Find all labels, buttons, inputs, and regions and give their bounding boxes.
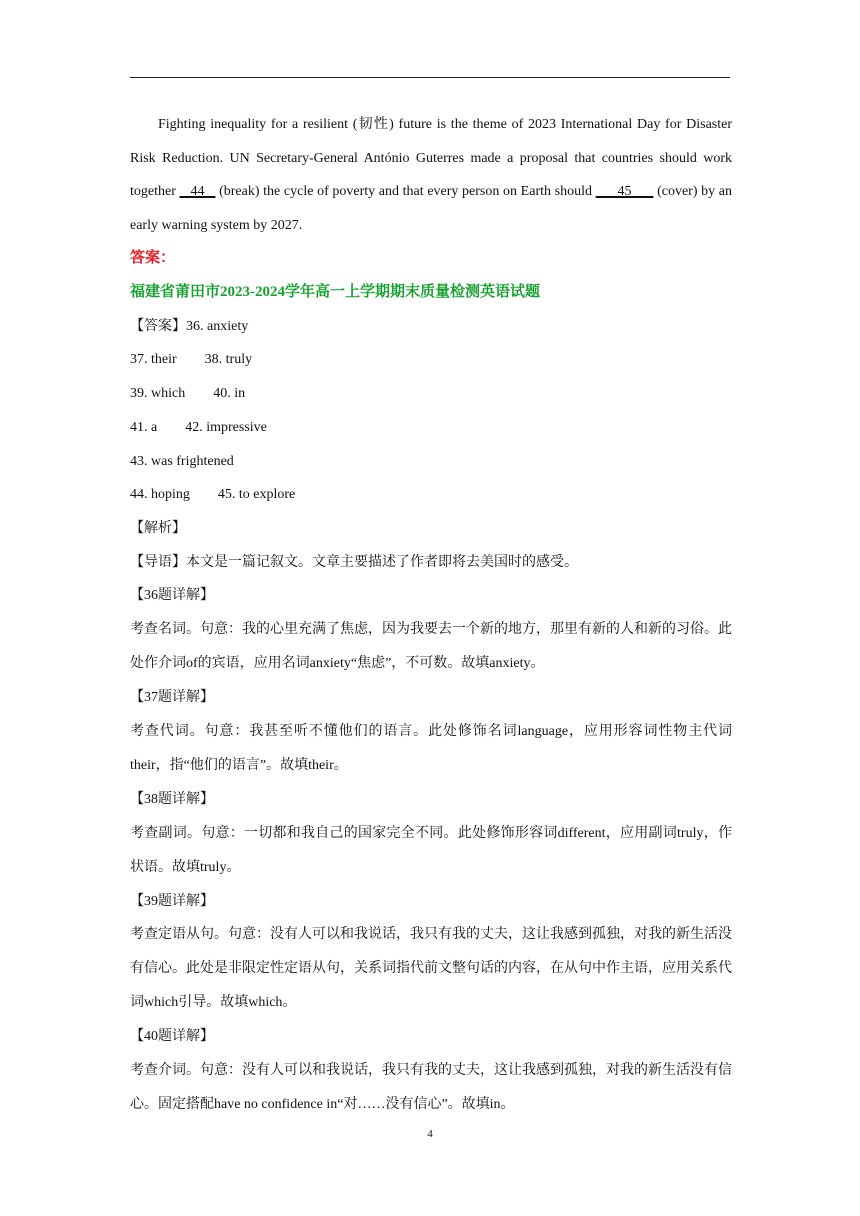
answer-item: 41. a (130, 419, 158, 435)
answer-item: 45. to explore (217, 487, 296, 503)
source-title: 福建省莆田市2023-2024学年高一上学期期末质量检测英语试题 (130, 284, 540, 301)
answer-item: 39. which (130, 386, 186, 402)
answer-line (130, 377, 732, 411)
answer-line (130, 310, 732, 344)
passage-text-1: Fighting inequality for a resilient (韧性) future is the theme of 2023 International Day for Disaster Risk Reduction. UN Secretary-General António Guterres made a proposal that countries should work together (130, 117, 732, 200)
answer-item: 40. in (213, 386, 246, 402)
answer-item: 43. was frightened (130, 453, 234, 469)
answer-item: 42. impressive (185, 419, 267, 435)
passage-paragraph (130, 108, 732, 242)
header-rule (130, 77, 730, 78)
detail-label-36: 【36题详解】 (130, 588, 214, 604)
answer-heading: 答案： (130, 250, 176, 267)
answer-line (130, 411, 732, 445)
page-content (130, 108, 732, 1122)
detail-label-38: 【38题详解】 (130, 791, 214, 807)
answer-item: 【答案】36. anxiety (130, 318, 249, 334)
analysis-label: 【解析】 (130, 521, 186, 536)
guide-text: 【导语】本文是一篇记叙文。文章主要描述了作者即将去美国时的感受。 (130, 554, 578, 570)
passage-text-2: (break) the cycle of poverty and that every person on Earth should (215, 184, 596, 200)
detail-text-40: 考查介词。句意：没有人可以和我说话，我只有我的丈夫，这让我感到孤独，对我的新生活没有信心。固定搭配have no confidence in“对……没有信心”。故填in。 (130, 1062, 732, 1112)
detail-label-37: 【37题详解】 (130, 690, 214, 706)
page-number: 4 (427, 1128, 433, 1140)
blank-44: 44 (179, 184, 216, 200)
detail-text-39: 考查定语从句。句意：没有人可以和我说话，我只有我的丈夫，这让我感到孤独，对我的新生活没有信心。此处是非限定性定语从句，关系词指代前文整句话的内容，在从句中作主语，应用关系代词which引导。故填which。 (130, 927, 732, 1011)
detail-label-40: 【40题详解】 (130, 1029, 214, 1045)
detail-label-39: 【39题详解】 (130, 893, 214, 909)
passage-text-3: (cover) by an early warning system by 2027. (130, 184, 733, 233)
detail-text-37: 考查代词。句意：我甚至听不懂他们的语言。此处修饰名词language，应用形容词性物主代词their，指“他们的语言”。故填their。 (130, 723, 732, 773)
answer-line (130, 478, 732, 512)
answer-line (130, 445, 732, 479)
answer-item: 37. their (130, 352, 177, 368)
detail-text-36: 考查名词。句意：我的心里充满了焦虑，因为我要去一个新的地方，那里有新的人和新的习俗。此处作介词of的宾语，应用名词anxiety“焦虑”，不可数。故填anxiety。 (130, 622, 732, 672)
answer-item: 44. hoping (130, 487, 190, 503)
blank-45: 45 (595, 184, 654, 200)
detail-text-38: 考查副词。句意：一切都和我自己的国家完全不同。此处修饰形容词different，应用副词truly，作状语。故填truly。 (130, 825, 732, 875)
answer-line (130, 343, 732, 377)
answer-item: 38. truly (204, 352, 253, 368)
